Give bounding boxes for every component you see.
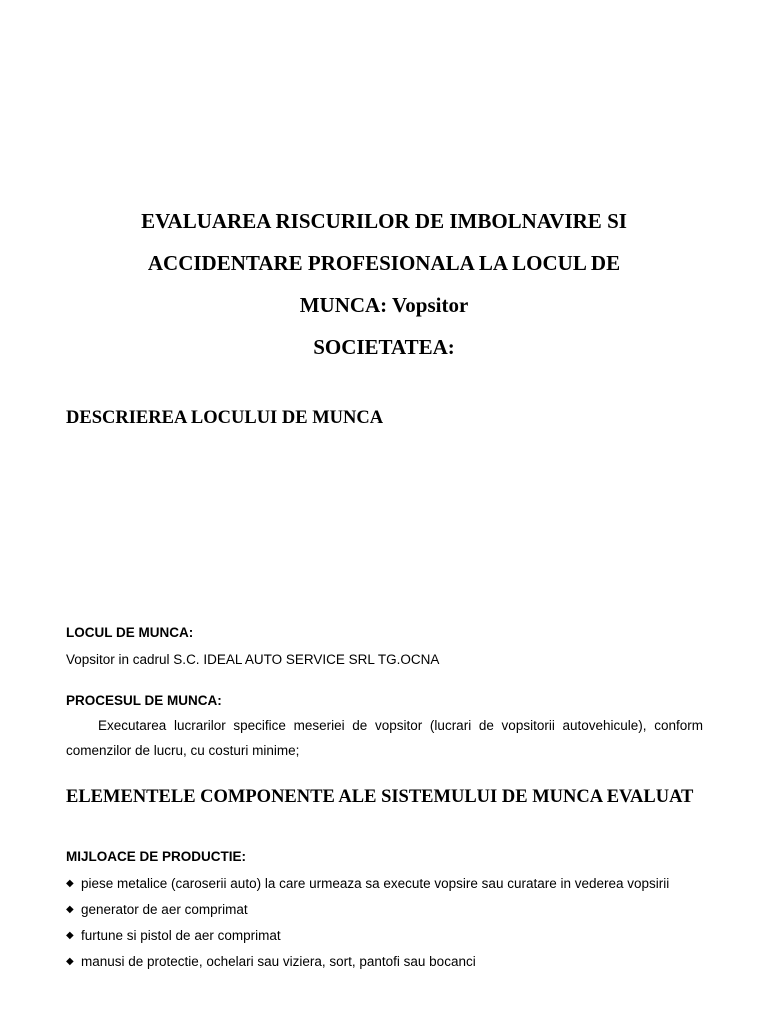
diamond-bullet-icon: ◆ bbox=[66, 878, 74, 889]
document-title bbox=[66, 200, 702, 368]
description-heading: DESCRIEREA LOCULUI DE MUNCA bbox=[66, 408, 384, 428]
list-item-text: manusi de protectie, ochelari sau viziera, sort, pantofi sau bocanci bbox=[81, 954, 476, 969]
list-item bbox=[66, 897, 703, 923]
mijloace-de-productie-label: MIJLOACE DE PRODUCTIE: bbox=[66, 849, 247, 864]
procesul-de-munca-text: Executarea lucrarilor specifice meseriei de vopsitor (lucrari de vopsitorii autovehicule), conform comenzilor de lucru, cu costuri minime; bbox=[66, 718, 703, 758]
locul-de-munca-label: LOCUL DE MUNCA: bbox=[66, 625, 194, 640]
title-line-3: MUNCA: Vopsitor bbox=[299, 293, 469, 317]
locul-de-munca-value: Vopsitor in cadrul S.C. IDEAL AUTO SERVICE SRL TG.OCNA bbox=[66, 652, 440, 667]
list-item bbox=[66, 949, 703, 975]
list-item bbox=[66, 871, 703, 897]
elements-heading: ELEMENTELE COMPONENTE ALE SISTEMULUI DE MUNCA EVALUAT bbox=[66, 787, 694, 807]
title-line-2: ACCIDENTARE PROFESIONALA LA LOCUL DE bbox=[147, 251, 621, 275]
title-line-4: SOCIETATEA: bbox=[313, 335, 455, 359]
diamond-bullet-icon: ◆ bbox=[66, 930, 74, 941]
list-item-text: generator de aer comprimat bbox=[81, 902, 248, 917]
mijloace-de-productie-list bbox=[66, 871, 703, 975]
title-line-1: EVALUAREA RISCURILOR DE IMBOLNAVIRE SI bbox=[141, 209, 627, 233]
diamond-bullet-icon: ◆ bbox=[66, 904, 74, 915]
list-item bbox=[66, 923, 703, 949]
list-item-text: piese metalice (caroserii auto) la care urmeaza sa execute vopsire sau curatare in vederea vopsirii bbox=[81, 876, 670, 891]
diamond-bullet-icon: ◆ bbox=[66, 956, 74, 967]
list-item-text: furtune si pistol de aer comprimat bbox=[81, 928, 281, 943]
procesul-de-munca-label: PROCESUL DE MUNCA: bbox=[66, 693, 222, 708]
